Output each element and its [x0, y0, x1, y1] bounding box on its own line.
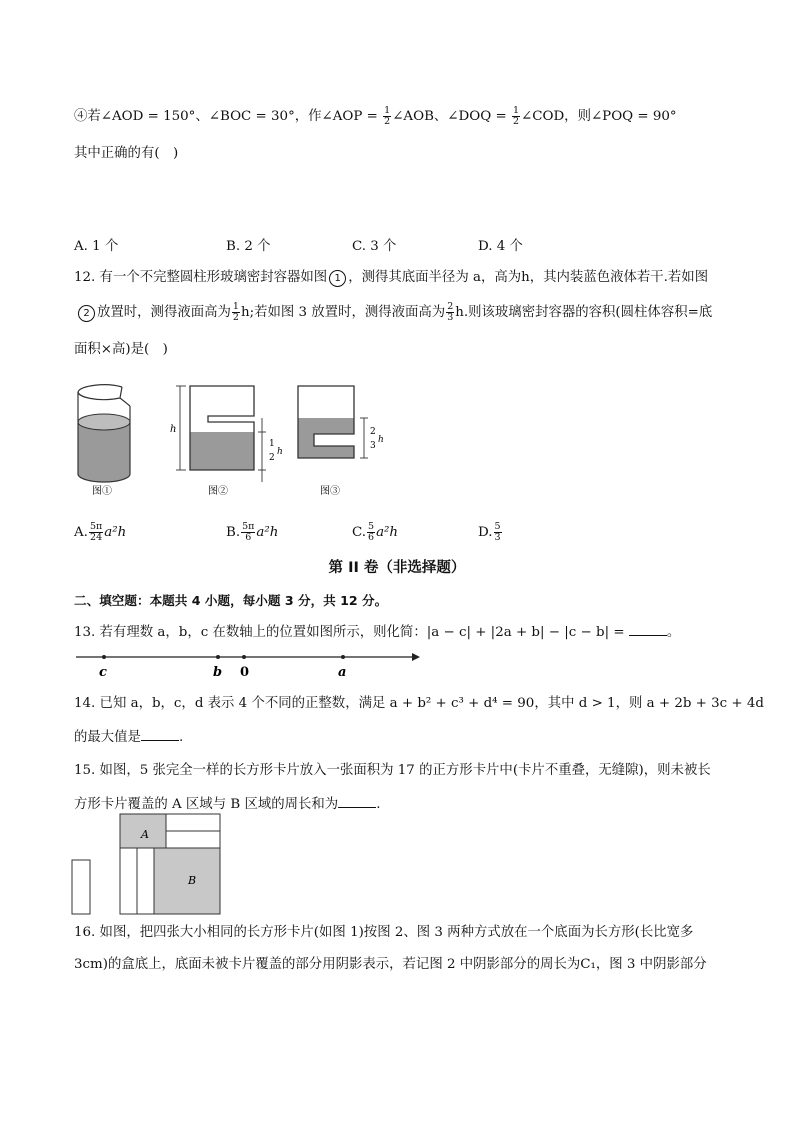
fig3-label-frac-d: 3	[370, 441, 376, 451]
opt-suffix: a²h	[104, 525, 127, 540]
opt-prefix: D.	[478, 525, 493, 540]
part2-heading: 二、填空题：本题共 4 小题，每小题 3 分，共 12 分。	[74, 593, 388, 608]
q13-text	[74, 621, 680, 643]
point-zero	[242, 655, 246, 659]
q12-line2c: h.则该玻璃密封容器的容积(圆柱体容积=底	[455, 305, 713, 320]
fig2-h-label: h	[170, 424, 177, 435]
label-region-a: A	[141, 828, 149, 841]
q11-frac-half-2	[512, 106, 520, 127]
q13-answer-blank[interactable]	[629, 621, 667, 636]
q11-item4-text-b: ∠AOB、∠DOQ =	[392, 109, 511, 124]
label-region-b: B	[188, 874, 197, 887]
opt-frac	[367, 522, 375, 543]
q12-line2a: 放置时，测得液面高为	[97, 305, 231, 320]
opt-frac	[241, 522, 255, 543]
fig3-container	[298, 386, 368, 458]
opt-frac	[89, 522, 103, 543]
q11-question: 其中正确的有( )	[74, 146, 179, 161]
opt-suffix: a²h	[256, 525, 279, 540]
frac-num: 1	[384, 105, 391, 116]
q12-option-c	[352, 522, 398, 543]
point-b	[216, 655, 220, 659]
opt-frac	[494, 522, 502, 543]
opt-suffix: a²h	[376, 525, 399, 540]
fig2-label-h: h	[277, 447, 283, 457]
fig1-cylinder	[78, 385, 130, 482]
frac-den: 24	[90, 532, 103, 543]
q12-line1b-text: ，测得其底面半径为 a，高为h，其内装蓝色液体若干.若如图	[348, 270, 709, 285]
q13-question: 13. 若有理数 a，b，c 在数轴上的位置如图所示，则化简：|a − c| + |2a + b| − |c − b| =	[74, 625, 629, 640]
label-a: a	[338, 665, 347, 680]
frac-num: 1	[232, 301, 239, 312]
q11-item4-text-c: ∠COD，则∠POQ = 90°	[521, 109, 677, 124]
frac-num: 5	[368, 521, 375, 532]
q11-frac-half-1	[383, 106, 391, 127]
q11-item4-text-a: 若∠AOD = 150°、∠BOC = 30°，作∠AOP =	[87, 109, 383, 124]
label-zero: 0	[240, 665, 250, 680]
q14-line2-text: 的最大值是	[74, 730, 141, 745]
q13-end: 。	[666, 625, 681, 640]
q12-line2b: h;若如图 3 放置时，测得液面高为	[240, 305, 446, 320]
q12-line3: 面积×高)是( )	[74, 342, 168, 357]
frac-num: 5	[494, 521, 501, 532]
frac-den: 3	[447, 312, 454, 323]
fig3-label-frac-n: 2	[370, 427, 376, 437]
q12-option-b	[226, 522, 278, 543]
fig2-mark: 2	[78, 305, 95, 322]
q12-frac-two-thirds	[446, 302, 454, 323]
point-c	[102, 655, 106, 659]
q16-line1: 16. 如图，把四张大小相同的长方形卡片(如图 1)按图 2、图 3 两种方式放在一个底面为长方形(长比宽多	[74, 925, 694, 940]
q12-frac-half	[232, 302, 240, 323]
frac-den: 2	[232, 312, 239, 323]
q12-line2	[76, 302, 712, 323]
fig1-mark: 1	[329, 270, 346, 287]
frac-den: 2	[384, 116, 391, 127]
q14-line2	[74, 726, 183, 748]
label-b: b	[213, 665, 223, 680]
label-c: c	[99, 665, 107, 680]
fig1-caption: 图①	[92, 486, 112, 497]
opt-prefix: B.	[226, 525, 241, 540]
section-title: 第 II 卷（非选择题）	[328, 560, 466, 576]
q15-answer-blank[interactable]	[338, 793, 376, 808]
q12-line1	[74, 268, 708, 288]
frac-den: 6	[368, 532, 375, 543]
opt-prefix: A.	[74, 525, 88, 540]
frac-num: 2	[447, 301, 454, 312]
point-a	[341, 655, 345, 659]
fig3-caption: 图③	[320, 486, 340, 497]
frac-den: 6	[245, 532, 252, 543]
q16-line2: 3cm)的盒底上，底面未被卡片覆盖的部分用阴影表示，若记图 2 中阴影部分的周长为C₁，图 3 中阴影部分	[74, 957, 707, 972]
q12-line1-text: 12. 有一个不完整圆柱形玻璃密封容器如图	[74, 270, 328, 285]
q11-option-a: A. 1 个	[74, 239, 119, 254]
q15-end: .	[376, 797, 381, 812]
frac-num: 5π	[89, 521, 103, 532]
q14-line1: 14. 已知 a，b，c，d 表示 4 个不同的正整数，满足 a + b² + c³ + d⁴ = 90，其中 d > 1，则 a + 2b + 3c + 4d	[74, 696, 764, 711]
q15-line2-text: 方形卡片覆盖的 A 区域与 B 区域的周长和为	[74, 797, 339, 812]
q12-option-a	[74, 522, 126, 543]
q11-option-d: D. 4 个	[478, 239, 523, 254]
opt-prefix: C.	[352, 525, 367, 540]
frac-num: 5π	[242, 521, 255, 532]
fig2-label-frac-d: 2	[269, 453, 275, 463]
q11-option-b: B. 2 个	[226, 239, 271, 254]
q11-item4	[74, 106, 677, 127]
q15-line1: 15. 如图，5 张完全一样的长方形卡片放入一张面积为 17 的正方形卡片中(卡片不重叠，无缝隙)，则未被长	[74, 763, 711, 778]
fig2-caption: 图②	[208, 486, 228, 497]
frac-num: 1	[512, 105, 519, 116]
q15-figure	[68, 812, 228, 916]
frac-den: 3	[494, 532, 501, 543]
q14-end: .	[178, 730, 184, 745]
fig3-label-h: h	[378, 435, 384, 445]
fig2-label-frac-n: 1	[269, 439, 275, 449]
q12-figures	[64, 378, 394, 498]
frac-den: 2	[512, 116, 519, 127]
q12-option-d	[478, 522, 503, 543]
q14-answer-blank[interactable]	[141, 726, 179, 741]
q11-item4-num: ④	[74, 109, 88, 124]
q11-option-c: C. 3 个	[352, 239, 397, 254]
fig2-container	[176, 386, 266, 482]
q13-number-line	[72, 648, 424, 682]
